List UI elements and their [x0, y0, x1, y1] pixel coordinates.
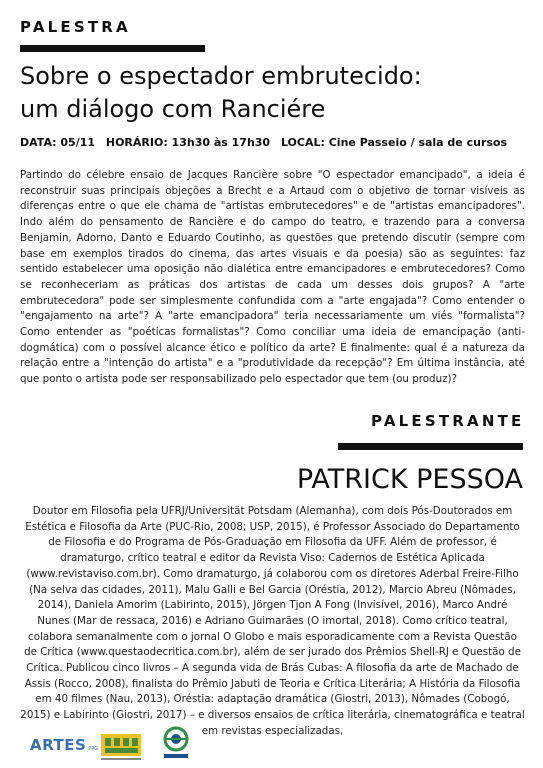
artes-logo [30, 736, 98, 754]
speaker-divider-bar [338, 443, 523, 450]
section-divider-bar [20, 45, 205, 52]
lecture-abstract: Partindo do célebre ensaio de Jacques Rancière sobre "O espectador emancipado", a ideia é reconstruir suas principais objeções a Brecht e a Artaud com o objetivo de tornar visíveis as diferenças entre o que ele chama de "artistas embrutecedores" e de "artistas emancipadores". Indo além do pensamento de Rancière e do campo do teatro, e trazendo para a conversa Benjamin, Adorno, Danto e Eduardo Coutinho, as questões que pretendo discutir (sempre com base em exemplos tirados do cinema, das artes visuais e da poesia) são as seguintes: faz sentido estabelecer uma oposição não dialética entre emancipadores e embrutecedores? Como se reconheceriam as práticas dos artistas de cada um desses dois grupos? A "arte embrutecedora" pode ser simplesmente confundida com a "arte engajada"? Como entender o "engajamento na arte"? A "arte emancipadora" teria necessariamente um viés "formalista"? Como entender as "poéticas formalistas"? Como conciliar uma ideia de emancipação (anti-dogmática) com o possível alcance ético e político da arte? E finalmente: qual é a natureza da relação entre a "intenção do artista" e a "produtividade da recepção"? Em última instância, até que ponto o artista pode ser responsabilizado pelo espectador que tem (ou produz)? [20, 169, 525, 386]
event-date: DATA: 05/11 [20, 136, 96, 149]
event-location: LOCAL: Cine Passeio / sala de cursos [280, 136, 508, 149]
speaker-name: PATRICK PESSOA [296, 464, 523, 495]
event-time: HORÁRIO: 13h30 às 17h30 [105, 136, 271, 149]
section-label-palestrante: PALESTRANTE [371, 412, 525, 430]
speaker-bio: Doutor em Filosofia pela UFRJ/Universität Potsdam (Alemanha), com dois Pós-Doutorados em Estética e Filosofia da Arte (PUC-Rio, 2008; USP, 2015), é Professor Associado do Departamento de Filosofia e do Programa de Pós-Graduação em Filosofia da UFF. Além de professor, é dramaturgo, crítico teatral e editor da Revista Viso: Cadernos de Estética Aplicada (www.revistaviso.com.br). Como dramaturgo, já colaborou com os diretores Aderbal Freire-Filho (Na selva das cidades, 2011), Malu Galli e Bel Garcia (Oréstia, 2012), Marcio Abreu (Nômades, 2014), Daniela Amorim (Labirinto, 2015), Jörgen Tjon A Fong (Invisível, 2016), Marco André Nunes (Mar de ressaca, 2016) e Adriano Guimarães (O imortal, 2018). Como crítico teatral, colabora semanalmente com o jornal O Globo e mais esporadicamente com a Revista Questão de Crítica (www.questaodecritica.com.br), além de ser jurado dos Prêmios Shell-RJ e Questão de Crítica. Publicou cinco livros – A segunda vida de Brás Cubas: A filosofia da arte de Machado de Assis (Rocco, 2008), finalista do Prêmio Jabuti de Teoria e Crítica Literária; A História da Filosofia em 40 filmes (Nau, 2013), Oréstia: adaptação dramática (Giostri, 2013), Nômades (Cobogó, 2015) e Labirinto (Giostri, 2017) – e diversos ensaios de crítica literária, cinematográfica e teatral em revistas especializadas, [20, 505, 525, 737]
lecture-title-line-2: um diálogo com Ranciére [20, 95, 326, 123]
lecture-title-line-1: Sobre o espectador embrutecido: [20, 62, 422, 90]
artes-logo-subtext: PPG [88, 746, 99, 752]
lecture-title [20, 60, 530, 126]
fap-building-logo [100, 731, 142, 761]
artes-logo-text: ARTES [30, 736, 87, 754]
section-label-palestra: PALESTRA [20, 18, 131, 36]
unespar-logo [160, 726, 192, 762]
event-details [20, 136, 535, 149]
